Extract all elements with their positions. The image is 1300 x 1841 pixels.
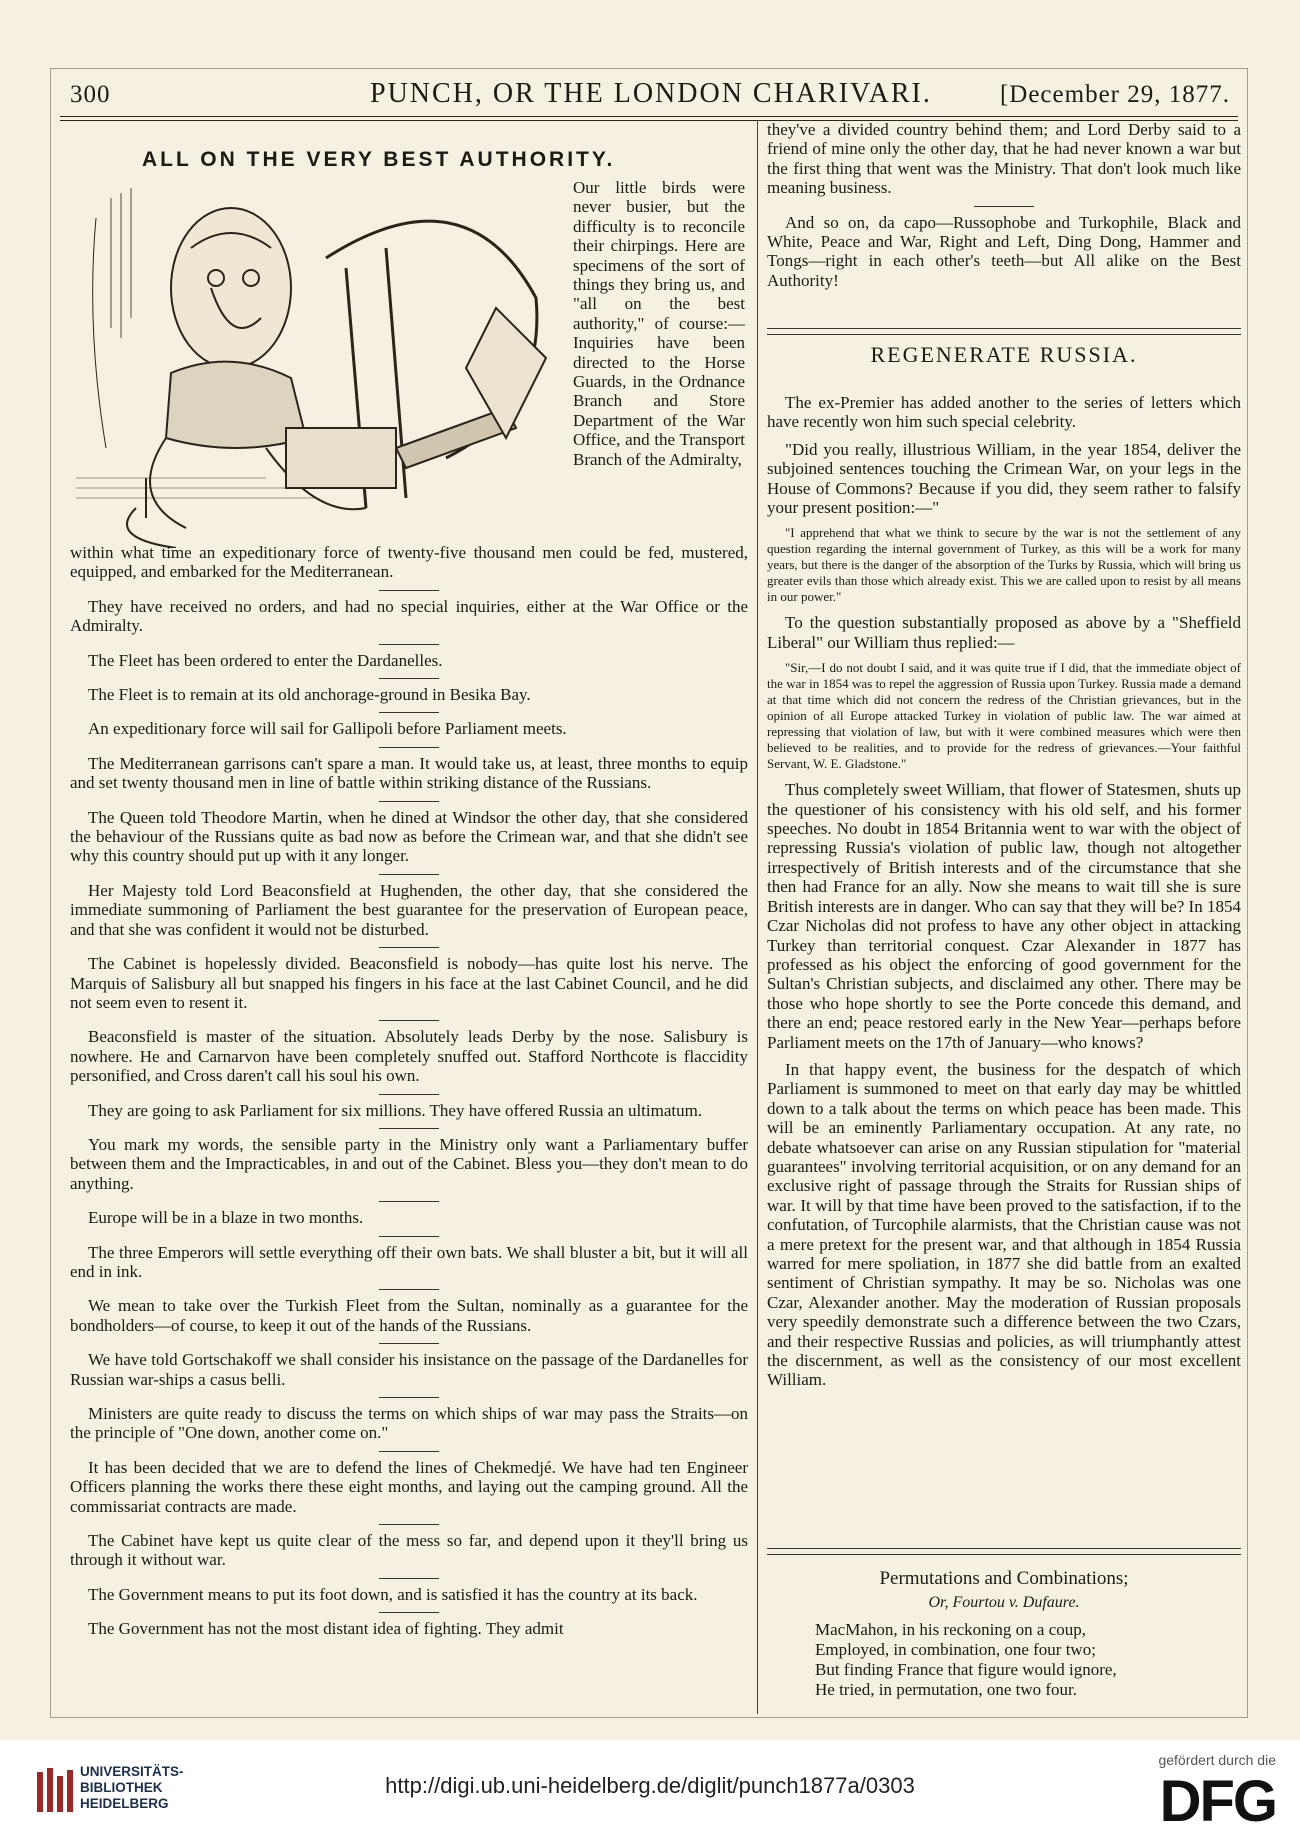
article-title: ALL ON THE VERY BEST AUTHORITY.	[142, 148, 616, 171]
article1-p: An expeditionary force will sail for Gallipoli before Parliament meets.	[88, 719, 567, 739]
article3-title: Permutations and Combinations;	[879, 1568, 1129, 1589]
separator	[379, 1612, 439, 1613]
separator	[379, 712, 439, 713]
library-line: UNIVERSITÄTS-	[80, 1764, 184, 1779]
double-rule	[767, 328, 1241, 335]
article1-p: The Mediterranean garrisons can't spare a man. It would take us, at least, three months to equip and set twenty thousand men in line of battle within striking distance of the Russians.	[70, 753, 748, 793]
article1-p: Her Majesty told Lord Beaconsfield at Hughenden, the other day, that she considered the immediate summoning of Parliament the best guarantee for the preservation of European peace, and that she was confident it would not be disturbed.	[70, 880, 748, 939]
article3-subtitle: Or, Fourtou v. Dufaure.	[928, 1594, 1080, 1611]
article2-title: REGENERATE RUSSIA.	[870, 342, 1138, 367]
article2-p2: "Did you really, illustrious William, in the year 1854, deliver the subjoined sentences touching the Crimean War, on your legs in the House of Commons? Because if you did, they seem rather to falsify your present position:—"	[767, 439, 1241, 518]
article1-p: The Fleet is to remain at its old anchorage-ground in Besika Bay.	[88, 685, 531, 705]
separator	[379, 1289, 439, 1290]
article2-column	[767, 393, 1241, 1398]
separator	[379, 1094, 439, 1095]
article2-p1: The ex-Premier has added another to the series of letters which have recently won him such special celebrity.	[767, 393, 1241, 432]
article1-continuation	[767, 120, 1241, 298]
double-rule	[767, 1548, 1241, 1555]
article1-p: It has been decided that we are to defend the lines of Chekmedjé. We have had ten Engineer Officers planning the works there these eight months, and laying out the camping ground. All the commissariat contracts are made.	[70, 1457, 748, 1516]
article3-poem	[815, 1620, 1235, 1700]
article1-p: Europe will be in a blaze in two months.	[88, 1208, 364, 1228]
article1-p: The Cabinet is hopelessly divided. Beaconsfield is nobody—has quite lost his nerve. The Marquis of Salisbury all but snapped his fingers in his face at the last Cabinet Council, and he did not seem even to resent it.	[70, 954, 748, 1012]
article1-p: Beaconsfield is master of the situation. Absolutely leads Derby by the nose. Salisbury is nowhere. He and Carnarvon have been completely snuffed out. Stafford Northcote is flaccidity personified, and Cross daren't call his soul his own.	[70, 1027, 748, 1086]
source-url[interactable]: http://digi.ub.uni-heidelberg.de/diglit/punch1877a/0303	[385, 1773, 915, 1798]
article1-p: We have told Gortschakoff we shall consider his insistance on the passage of the Dardanelles for Russian war-ships a casus belli.	[70, 1350, 748, 1389]
article1-p: The Fleet has been ordered to enter the Dardanelles.	[88, 650, 443, 670]
article1-cont-p: they've a divided country behind them; and Lord Derby said to a friend of mine only the other day, that he had never known a war but the first thing that went was the Ministry. That don't look much like meaning business.	[767, 120, 1241, 198]
poem-line: MacMahon, in his reckoning on a coup,	[815, 1620, 1086, 1639]
header-rule	[60, 116, 1238, 117]
article2-p4: Thus completely sweet William, that flower of Statesmen, shuts up the questioner of his consistency with his old self, and his former speeches. No doubt in 1854 Britannia went to war with the object of repressing Russia's violation of public law, though not altogether irrespectively of British interests and of the circumstance that she then had France for an ally. Now she means to wait till she is sure British interests are in danger. Who can say that they will be? In 1854 Czar Nicholas did not profess to have any other object in attacking Turkey than territorial conquest. Czar Alexander in 1877 has professed as his object the enforcing of good government for the Sultan's Christian subjects, and disclaimed any other. There may be those who hope shortly to see the Porte concede this demand, and there an end; peace restored early in the New Year—perhaps before Parliament meets on the 17th of January—who knows?	[767, 780, 1241, 1052]
separator	[379, 590, 439, 591]
separator	[379, 1524, 439, 1525]
separator	[379, 1201, 439, 1202]
article1-p: The three Emperors will settle everything off their own bats. We shall bluster a bit, but it will all end in ink.	[70, 1242, 748, 1281]
separator	[379, 1578, 439, 1579]
column-divider	[757, 120, 758, 1714]
separator	[379, 947, 439, 948]
separator	[379, 1343, 439, 1344]
separator	[379, 678, 439, 679]
separator	[379, 1020, 439, 1021]
article1-p: They have received no orders, and had no special inquiries, either at the War Office or the Admiralty.	[70, 596, 748, 636]
separator	[379, 747, 439, 748]
article1-p: The Government has not the most distant idea of fighting. They admit	[88, 1619, 564, 1639]
article1-p: We mean to take over the Turkish Fleet from the Sultan, nominally as a guarantee for the bondholders—of course, to keep it out of the hands of the Russians.	[70, 1296, 748, 1335]
separator	[974, 206, 1034, 207]
separator	[379, 1451, 439, 1452]
article1-intro	[573, 178, 745, 477]
dfg-logo: DFG	[1159, 1769, 1276, 1834]
article1-p: Ministers are quite ready to discuss the terms on which ships of war may pass the Straits—on the principle of "One down, another come on."	[70, 1404, 748, 1443]
article2-p3: To the question substantially proposed as above by a "Sheffield Liberal" our William thus replied:—	[767, 613, 1241, 652]
poem-line: But finding France that figure would ignore,	[815, 1660, 1117, 1679]
poem-line: He tried, in permutation, one two four.	[815, 1680, 1078, 1699]
article1-p: You mark my words, the sensible party in the Ministry only want a Parliamentary buffer between them and the Impracticables, in and out of the Cabinet. Bless you—they don't mean to do anything.	[70, 1134, 748, 1193]
separator	[379, 644, 439, 645]
masthead-title: PUNCH, OR THE LONDON CHARIVARI.	[370, 78, 932, 109]
article1-p: They are going to ask Parliament for six millions. They have offered Russia an ultimatum.	[88, 1100, 703, 1120]
library-name	[80, 1764, 184, 1812]
separator	[379, 1236, 439, 1237]
separator	[379, 874, 439, 875]
article1-p: The Cabinet have kept us quite clear of the mess so far, and depend upon it they'll bring us through it without war.	[70, 1531, 748, 1570]
page-header	[70, 78, 1230, 114]
article2-quote1: "I apprehend that what we think to secure by the war is not the settlement of any question regarding the internal government of Turkey, as this will be a work for many years, but there is the danger of the absorption of the Turks by Russia, which will bring us greater evils than those which already exist. This we are called upon to resist by all means in our power."	[767, 525, 1241, 605]
cartoon-illustration	[66, 178, 571, 548]
article1-p: The Government means to put its foot down, and is satisfied it has the country at its back.	[88, 1584, 698, 1604]
separator	[379, 1128, 439, 1129]
article1-intro-cont: within what time an expeditionary force of twenty-five thousand men could be fed, mustered, equipped, and embarked for the Mediterranean.	[70, 543, 748, 582]
article1-intro-text: Our little birds were never busier, but the difficulty is to reconcile their chirpings. Here are specimens of the sort of things they bring us, and "all on the best authority," of course:— Inquiries have been directed to the Horse Guards, in the Ordnance Branch and Store Department of the War Office, and the Transport Branch of the Admiralty,	[573, 178, 745, 469]
page-number: 300	[70, 81, 111, 108]
article1-column	[70, 543, 748, 1647]
poem-line: Employed, in combination, one four two;	[815, 1640, 1096, 1659]
sponsor-note: gefördert durch die	[1158, 1752, 1276, 1768]
separator	[379, 801, 439, 802]
article1-p: The Queen told Theodore Martin, when he dined at Windsor the other day, that she considered the behaviour of the Russians quite as bad now as before the Crimean war, and that she didn't see why this country should put up with it any longer.	[70, 807, 748, 866]
library-line: BIBLIOTHEK	[80, 1780, 163, 1795]
article2-quote2: "Sir,—I do not doubt I said, and it was quite true if I did, that the immediate object of the war in 1854 was to repel the aggression of Russia upon Turkey. Russia made a demand at that time which did not concern the redress of the Christian grievances, but in the opinion of all Europe attacked Turkey in violation of public law. The war aimed at repressing that violation of law, but with it were combined measures which were then believed to be realities, and to provide for the redress of grievances.—Your faithful Servant, W. E. Gladstone."	[767, 660, 1241, 772]
article2-p5: In that happy event, the business for the despatch of which Parliament is summoned to meet on that early day may be whittled down to a talk about the terms on which peace has been made. This will be an eminently Parliamentary occupation. At any rate, no debate whatsoever can arise on any Russian stipulation for "material guarantees" involving territorial acquisition, or on any demand for an exclusive right of passage through the Straits for Russian ships of war. It will by that time have been proved to the satisfaction, if to the confutation, of Turcophile alarmists, that the Christian cause was not a mere pretext for the present war, and that although in 1854 Russia warred for mere spoliation, in 1877 she did battle from an exalted sentiment of Christian sympathy. It may be so. Nicholas was one Czar, Alexander another. May the moderation of Russian proposals very speedily demonstrate such a difference between the two Czars, and their respective Russias and policies, as will triumphantly attest the discernment, as well as the consistency of our most excellent William.	[767, 1059, 1241, 1390]
article1-cont-p: And so on, da capo—Russophobe and Turkophile, Black and White, Peace and War, Right and Left, Ding Dong, Hammer and Tongs—right in each other's teeth—but All alike on the Best Authority!	[767, 212, 1241, 290]
separator	[379, 1397, 439, 1398]
library-line: HEIDELBERG	[80, 1796, 169, 1811]
issue-date: [December 29, 1877.	[999, 81, 1230, 108]
